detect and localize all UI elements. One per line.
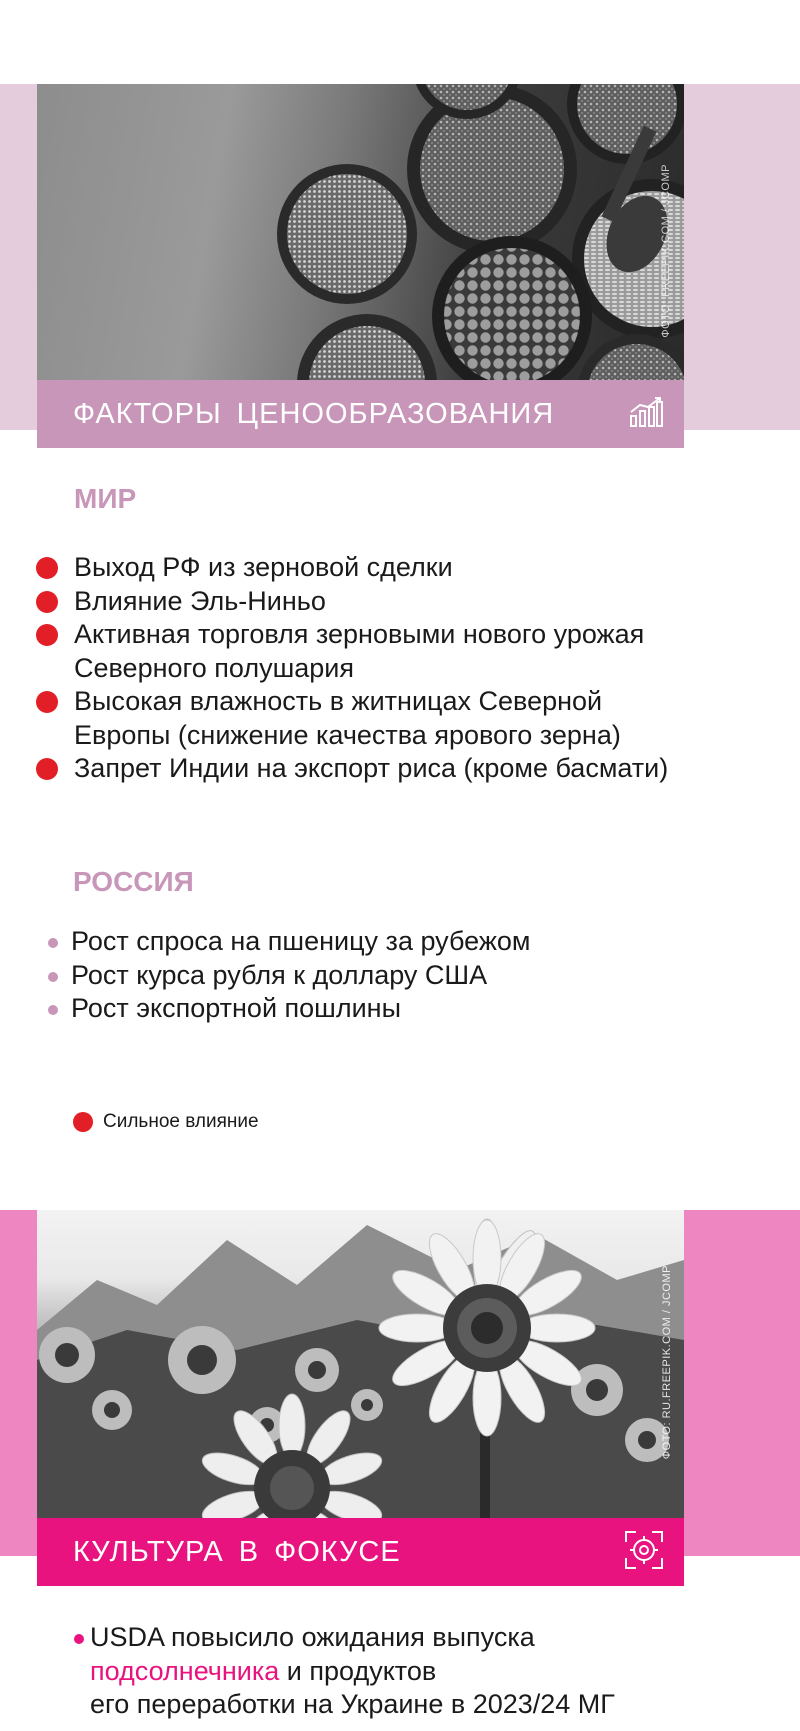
section1-card [37, 84, 684, 448]
list-item [34, 685, 764, 752]
item-text-line2: Европы (снижение качества ярового зерна) [74, 719, 621, 750]
focus-target-icon [624, 1530, 664, 1575]
item-text: Выход РФ из зерновой сделки [74, 552, 453, 582]
bullet-dot [48, 1005, 58, 1015]
list-item [34, 752, 764, 786]
item-text: Рост экспортной пошлины [71, 993, 401, 1023]
world-heading: МИР [74, 483, 137, 514]
grains-photo [37, 84, 684, 380]
item-text-line1: USDA повысило ожидания выпуска [90, 1622, 535, 1652]
list-item [72, 1621, 772, 1722]
world-factors-list [34, 551, 764, 786]
list-item [48, 925, 748, 959]
legend-strong-label: Сильное влияние [103, 1111, 259, 1132]
bullet-dot [48, 972, 58, 982]
section-title: КУЛЬТУРА В ФОКУСЕ [73, 1535, 401, 1568]
russia-factors-list [48, 925, 748, 1026]
strong-influence-dot [36, 591, 58, 613]
section2-title-bar [37, 1518, 684, 1586]
legend-strong-dot [73, 1112, 93, 1132]
section1-title-bar [37, 380, 684, 448]
russia-heading: РОССИЯ [73, 866, 194, 897]
strong-influence-dot [36, 691, 58, 713]
legend [73, 1111, 259, 1133]
item-text: Рост курса рубля к доллару США [71, 959, 488, 990]
bullet-dot [48, 938, 58, 948]
section-title: ФАКТОРЫ ЦЕНООБРАЗОВАНИЯ [73, 397, 555, 430]
list-item [34, 551, 764, 585]
item-text-line2: и продуктов [279, 1655, 437, 1686]
photo-credit: ФОТО: FREEPIK.COM / JCOMP [660, 164, 672, 338]
item-text-line1: Активная торговля зерновыми нового урожая [74, 619, 645, 649]
strong-influence-dot [36, 758, 58, 780]
crop-focus-list [72, 1621, 772, 1722]
list-item [34, 618, 764, 685]
highlight-sunflower: подсолнечника [90, 1655, 280, 1686]
item-text: Рост спроса на пшеницу за рубежом [71, 926, 531, 956]
sunflower-field-illustration [37, 1210, 684, 1518]
item-text-line3: его переработки на Украине в 2023/24 МГ [90, 1689, 615, 1719]
item-text-line1: Высокая влажность в житницах Северной [74, 686, 603, 716]
strong-influence-dot [36, 557, 58, 579]
list-item [34, 585, 764, 619]
grains-bowls-illustration [37, 84, 684, 380]
photo-credit: ФОТО: RU.FREEPIK.COM / JCOMP [661, 1265, 673, 1460]
list-item [48, 992, 748, 1026]
bullet-dot [74, 1634, 84, 1644]
item-text: Влияние Эль-Ниньо [74, 585, 326, 616]
sunflower-photo [37, 1210, 684, 1518]
item-text: Запрет Индии на экспорт риса (кроме басмати) [74, 753, 669, 783]
item-text-line2: Северного полушария [74, 652, 354, 683]
chart-growth-icon [628, 396, 664, 433]
list-item [48, 959, 748, 993]
strong-influence-dot [36, 624, 58, 646]
section2-card [37, 1210, 684, 1586]
